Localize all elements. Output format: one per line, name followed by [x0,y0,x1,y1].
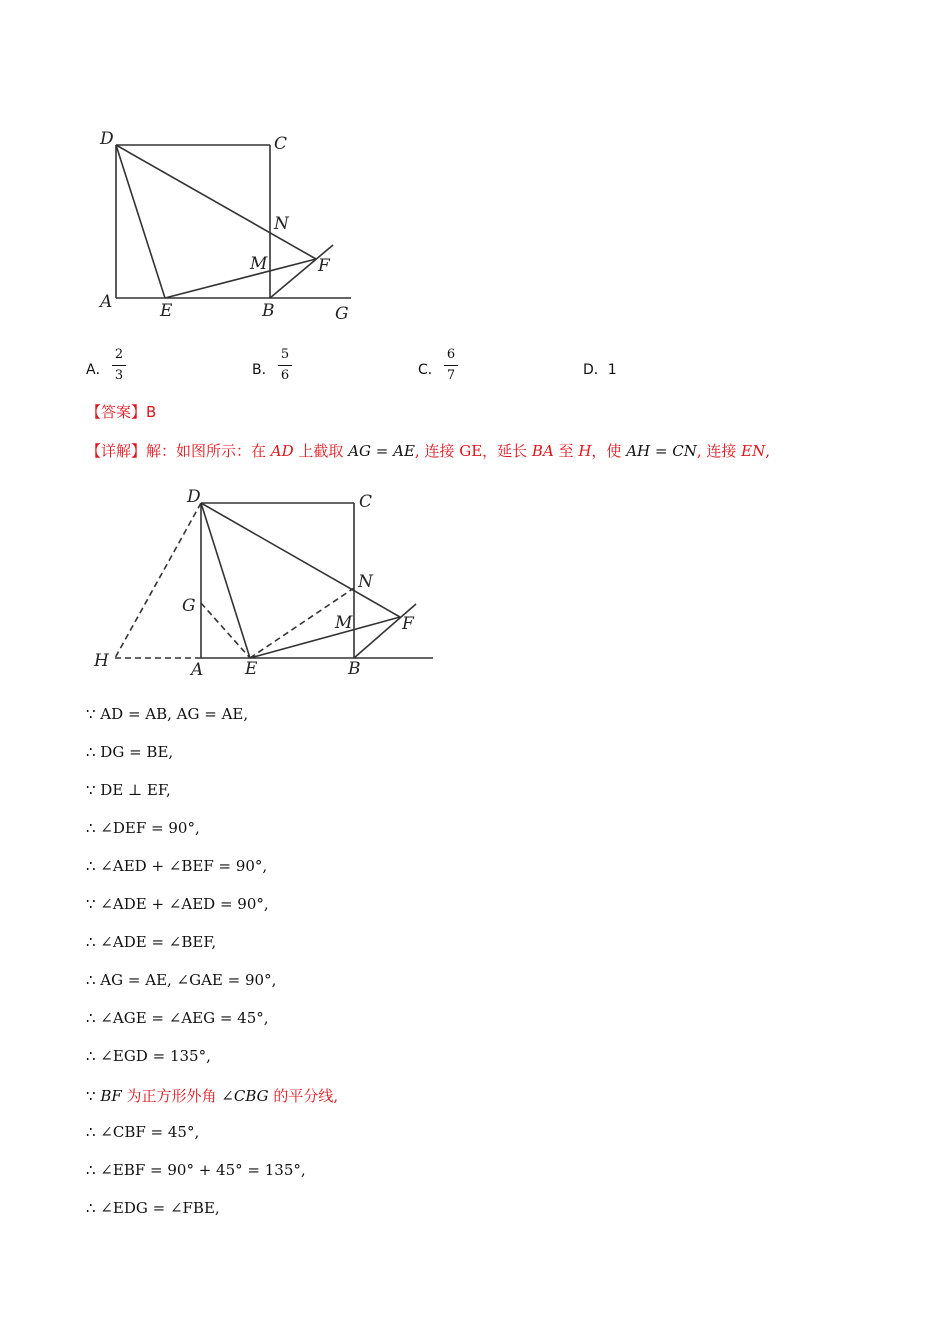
option-b-denominator: 6 [280,368,290,383]
figure-2-svg [88,482,448,682]
detail-text-1: 解：如图所示：在 [146,442,271,460]
label-g: G [335,304,349,324]
detail-math-1: AD [270,442,294,460]
option-c-fraction [444,346,458,385]
proof-step: ∴ DG = BE, [86,743,174,761]
fraction-bar [278,365,292,366]
label-b: B [262,301,275,321]
option-c-numerator: 6 [446,347,456,362]
proof-step: ∴ AG = AE, ∠GAE = 90°, [86,971,277,989]
label-e: E [245,659,258,679]
proof-step: ∴ ∠ADE = ∠BEF, [86,933,217,951]
bisector-math-2: ∠CBG [221,1087,269,1105]
detail-text-3: , 连接 GE，延长 [414,442,532,460]
fraction-bar [112,365,126,366]
figure-1 [90,125,370,330]
proof-step: ∴ ∠EGD = 135°, [86,1047,211,1065]
proof-step: ∴ ∠AGE = ∠AEG = 45°, [86,1009,269,1027]
option-a-label: A． [86,362,110,378]
segment-df [116,145,316,259]
detail-text-5: ，使 [591,442,627,460]
detail-math-6: EN [741,442,766,460]
answer-options [86,346,786,390]
detail-math-3: BA [531,442,554,460]
detail-math-4: H [578,442,592,460]
option-a-denominator: 3 [114,368,124,383]
label-a: A [100,292,113,312]
detail-text-2: 上截取 [293,442,349,460]
proof-step: ∴ ∠CBF = 45°, [86,1123,200,1141]
option-b-fraction [278,346,292,385]
option-a-numerator: 2 [114,347,124,362]
option-c-denominator: 7 [446,368,456,383]
proof-step: ∵ DE ⊥ EF, [86,781,171,799]
label-n: N [358,572,373,592]
proof-step: ∴ ∠AED + ∠BEF = 90°, [86,857,268,875]
bisector-text-1: 为正方形外角 [121,1087,222,1105]
detail-tag: 【详解】 [86,442,147,460]
label-m: M [250,254,268,274]
label-f: F [318,256,330,276]
label-m: M [335,613,353,633]
figure-1-svg [90,125,370,330]
detail-text-4: 至 [553,442,579,460]
dashed-dh [115,503,201,658]
detail-text-7: , [765,442,770,460]
because-symbol: ∵ [86,1087,101,1105]
detail-math-5: AH = CN [626,442,697,460]
proof-step: ∴ ∠EDG = ∠FBE, [86,1199,220,1217]
label-c: C [274,134,288,154]
bisector-math-1: BF [100,1087,122,1105]
detail-text-6: , 连接 [696,442,742,460]
bisector-text-2: 的平分线, [268,1087,339,1105]
option-a-fraction [112,346,126,385]
option-c-label: C． [418,362,442,378]
label-d: D [100,129,114,149]
option-b-label: B． [252,362,276,378]
label-f: F [402,614,414,634]
option-d-label: D．1 [583,362,617,378]
detail-line [86,440,770,461]
label-n: N [274,214,289,234]
label-g: G [182,596,196,616]
label-b: B [348,659,361,679]
proof-step: ∵ ∠ADE + ∠AED = 90°, [86,895,269,913]
proof-step: ∵ AD = AB, AG = AE, [86,705,249,723]
proof-step-bisector [86,1085,338,1106]
fraction-bar [444,365,458,366]
label-e: E [160,301,173,321]
label-c: C [359,492,373,512]
detail-math-2: AG = AE [348,442,415,460]
proof-step: ∴ ∠DEF = 90°, [86,819,200,837]
label-h: H [94,651,109,671]
answer-tag: 【答案】 [86,403,147,421]
answer-value: B [146,403,157,421]
label-d: D [187,487,201,507]
proof-step: ∴ ∠EBF = 90° + 45° = 135°, [86,1161,306,1179]
option-b-numerator: 5 [280,347,290,362]
label-a: A [191,660,204,680]
figure-2 [88,482,448,682]
answer-line [86,401,156,422]
dashed-ge [201,603,250,658]
